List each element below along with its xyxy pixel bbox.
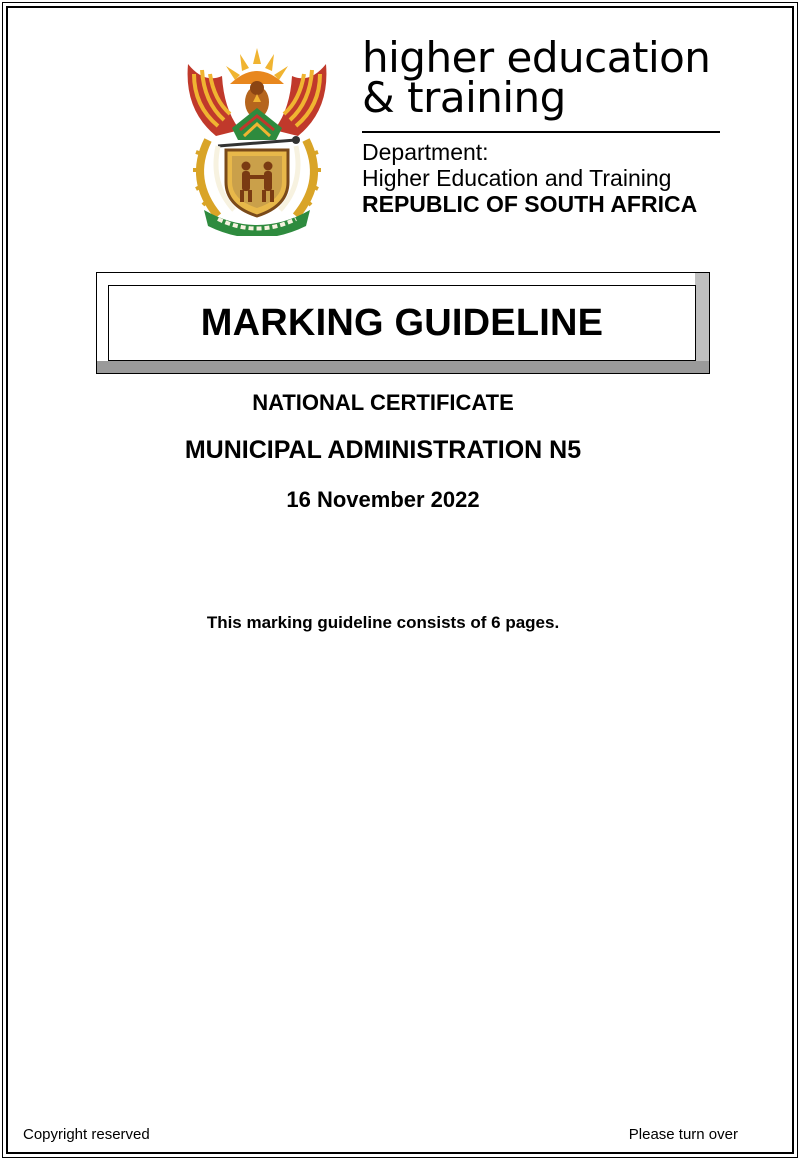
page-title: MARKING GUIDELINE [200,301,604,344]
page-count-note: This marking guideline consists of 6 pages. [206,613,560,632]
department-name [362,139,722,217]
title-box [96,272,710,374]
coat-of-arms-icon [182,44,332,236]
dept-line-3: REPUBLIC OF SOUTH AFRICA [362,191,698,217]
exam-date: 16 November 2022 [286,487,480,512]
certificate-heading: NATIONAL CERTIFICATE [252,390,514,415]
subject-heading: MUNICIPAL ADMINISTRATION N5 [184,436,582,464]
title-box-bevel-right [695,273,709,373]
title-box-bevel-bottom [97,361,709,373]
brand-divider [362,131,720,133]
brand-line-2: & training [362,73,566,122]
footer-copyright: Copyright reserved [23,1126,150,1143]
dept-line-2: Higher Education and Training [362,165,672,191]
department-branding [362,33,722,217]
title-box-inner [108,285,696,361]
brand-line-1: higher education [362,33,711,82]
footer-turn-over: Please turn over [628,1126,738,1143]
dept-line-1: Department: [362,139,489,165]
